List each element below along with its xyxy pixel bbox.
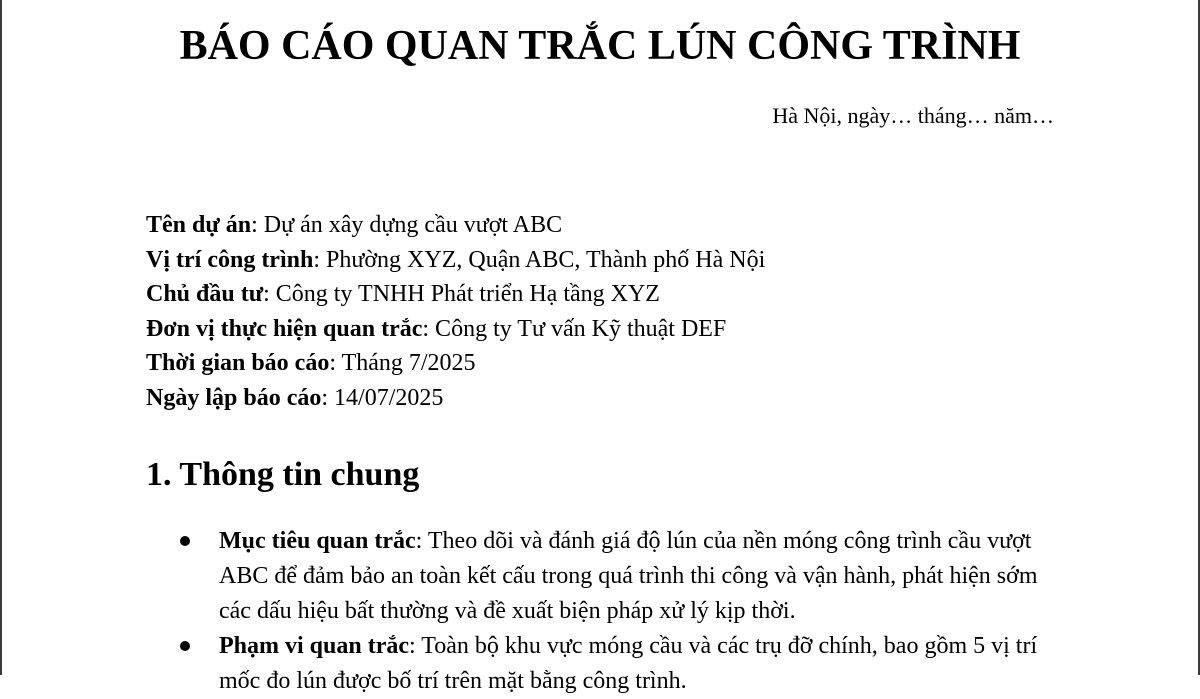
info-value: : Công ty TNHH Phát triển Hạ tầng XYZ [263, 281, 660, 308]
document-title: BÁO CÁO QUAN TRẮC LÚN CÔNG TRÌNH [179, 23, 1021, 69]
list-item [146, 524, 1066, 629]
bullet-text: : Toàn bộ khu vực móng cầu và các trụ đỡ chính, bao gồm 5 vị trí mốc đo lún được bố trí trên mặt bằng công trình. [219, 633, 1038, 694]
info-label: Đơn vị thực hiện quan trắc [146, 315, 423, 342]
info-label: Vị trí công trình [146, 246, 314, 273]
section-heading-general-info: 1. Thông tin chung [146, 456, 420, 493]
info-location [146, 243, 765, 278]
list-item [146, 629, 1066, 699]
info-label: Chủ đầu tư [146, 281, 264, 308]
bullet-icon [180, 536, 190, 546]
project-info-block [146, 208, 765, 416]
info-label: Tên dự án [146, 212, 252, 238]
info-label: Thời gian báo cáo [146, 350, 330, 377]
info-project-name [146, 208, 765, 243]
info-value: : Tháng 7/2025 [329, 350, 476, 377]
bullet-icon [180, 641, 190, 651]
info-value: : Dự án xây dựng cầu vượt ABC [251, 212, 563, 238]
info-label: Ngày lập báo cáo [146, 384, 322, 411]
general-info-list [146, 524, 1066, 699]
date-line: Hà Nội, ngày… tháng… năm… [772, 103, 1054, 128]
bullet-label: Phạm vi quan trắc [219, 633, 410, 659]
bullet-text: : Theo dõi và đánh giá độ lún của nền móng công trình cầu vượt ABC để đảm bảo an toàn kết cấu trong quá trình thi công và vận hành, phát hiện sớm các dấu hiệu bất thường và đề xuất biện pháp xử lý kịp thời. [219, 528, 1038, 624]
info-value: : Phường XYZ, Quận ABC, Thành phố Hà Nội [313, 246, 766, 273]
info-value: : Công ty Tư vấn Kỹ thuật DEF [422, 315, 727, 342]
info-monitoring-unit [146, 312, 765, 347]
page-left-border [0, 0, 2, 675]
info-investor [146, 277, 765, 312]
info-report-date [146, 381, 765, 416]
bullet-label: Mục tiêu quan trắc [219, 528, 416, 554]
info-value: : 14/07/2025 [321, 384, 444, 411]
info-report-period [146, 346, 765, 381]
